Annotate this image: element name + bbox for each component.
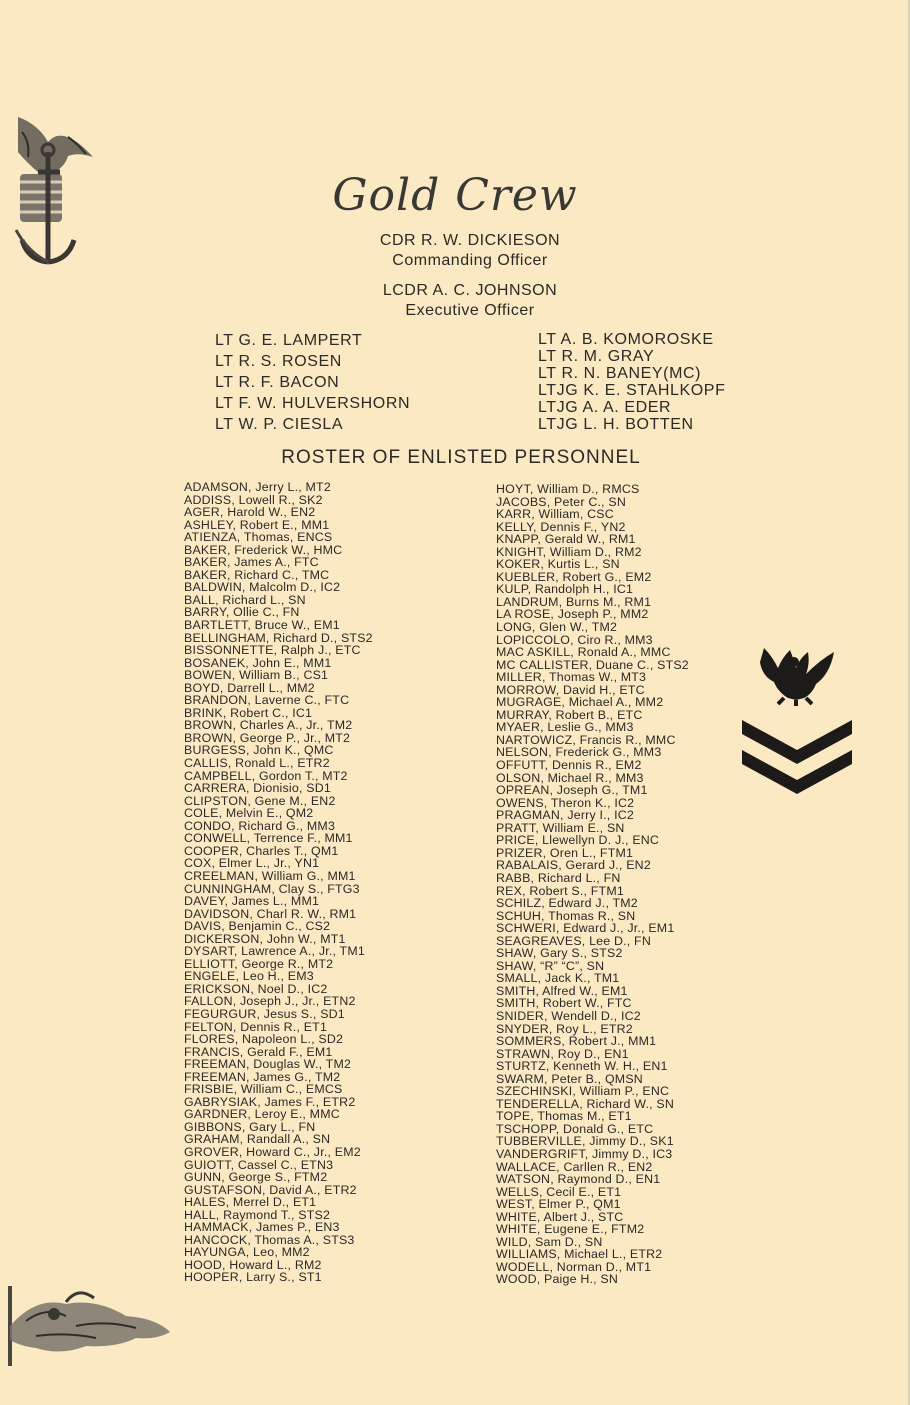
roster-entry: VANDERGRIFT, Jimmy D., IC3: [496, 1146, 673, 1161]
roster-entry: PRATT, William E., SN: [496, 820, 625, 835]
roster-entry: CREELMAN, William G., MM1: [184, 868, 356, 883]
officer-name: LT R. F. BACON: [215, 374, 340, 391]
roster-entry: PRICE, Llewellyn D. J., ENC: [496, 833, 660, 848]
roster-entry: CUNNINGHAM, Clay S., FTG3: [184, 881, 360, 896]
roster-entry: HOOPER, Larry S., ST1: [184, 1270, 322, 1285]
roster-entry: COLE, Melvin E., QM2: [184, 806, 314, 821]
roster-entry: DAVEY, James L., MM1: [184, 894, 320, 909]
roster-entry: BOWEN, William B., CS1: [184, 668, 329, 683]
roster-entry: WEST, Elmer P., QM1: [496, 1197, 621, 1212]
roster-entry: GUIOTT, Cassel C., ETN3: [184, 1157, 334, 1172]
roster-entry: FRISBIE, William C., EMCS: [184, 1082, 343, 1097]
officer-name: LTJG A. A. EDER: [538, 399, 672, 416]
roster-entry: BALDWIN, Malcolm D., IC2: [184, 580, 341, 595]
roster-entry: TUBBERVILLE, Jimmy D., SK1: [496, 1134, 674, 1149]
roster-entry: AGER, Harold W., EN2: [184, 505, 316, 520]
roster-left-column: [184, 481, 373, 1284]
roster-entry: SCHWERI, Edward J., Jr., EM1: [496, 921, 675, 936]
roster-entry: WODELL, Norman D., MT1: [496, 1259, 652, 1274]
roster-entry: KULP, Randolph H., IC1: [496, 582, 634, 597]
roster-entry: BARTLETT, Bruce W., EM1: [184, 618, 340, 633]
roster-entry: CLIPSTON, Gene M., EN2: [184, 793, 336, 808]
roster-entry: FALLON, Joseph J., Jr., ETN2: [184, 994, 356, 1009]
roster-entry: DICKERSON, John W., MT1: [184, 931, 346, 946]
roster-entry: ADAMSON, Jerry L., MT2: [184, 480, 331, 494]
officer-name: LT R. S. ROSEN: [215, 353, 342, 370]
roster-entry: TENDERELLA, Richard W., SN: [496, 1096, 675, 1111]
roster-entry: GARDNER, Leroy E., MMC: [184, 1107, 340, 1122]
roster-entry: BAKER, Richard C., TMC: [184, 567, 330, 582]
officer-name: LT W. P. CIESLA: [215, 416, 344, 433]
roster-entry: WILD, Sam D., SN: [496, 1234, 603, 1249]
roster-entry: ERICKSON, Noel D., IC2: [184, 981, 328, 996]
roster-entry: DAVIDSON, Charl R. W., RM1: [184, 906, 357, 921]
roster-entry: CAMPBELL, Gordon T., MT2: [184, 768, 348, 783]
roster-entry: FLORES, Napoleon L., SD2: [184, 1032, 344, 1047]
officer-name: LT R. M. GRAY: [538, 348, 655, 365]
officer-name: LT R. N. BANEY(MC): [538, 365, 702, 382]
roster-entry: MILLER, Thomas W., MT3: [496, 670, 647, 685]
roster-entry: SEAGREAVES, Lee D., FN: [496, 933, 651, 948]
roster-entry: HOYT, William D., RMCS: [496, 482, 640, 496]
roster-entry: DAVIS, Benjamin C., CS2: [184, 919, 331, 934]
roster-entry: SZECHINSKI, William P., ENC: [496, 1084, 670, 1099]
roster-entry: SMALL, Jack K., TM1: [496, 971, 620, 986]
roster-entry: WOOD, Paige H., SN: [496, 1272, 619, 1287]
officer-name: LTJG K. E. STAHLKOPF: [538, 382, 726, 399]
roster-entry: LA ROSE, Joseph P., MM2: [496, 607, 649, 622]
roster-entry: MUGRAGE, Michael A., MM2: [496, 695, 664, 710]
roster-entry: CONWELL, Terrence F., MM1: [184, 831, 353, 846]
roster-entry: BAKER, Frederick W., HMC: [184, 542, 343, 557]
roster-entry: FREEMAN, Douglas W., TM2: [184, 1057, 352, 1072]
roster-entry: GIBBONS, Gary L., FN: [184, 1119, 316, 1134]
roster-entry: HAMMACK, James P., EN3: [184, 1220, 340, 1235]
roster-entry: NARTOWICZ, Francis R., MMC: [496, 732, 676, 747]
executive-officer-name: LCDR A. C. JOHNSON: [382, 282, 558, 299]
roster-entry: BROWN, George P., Jr., MT2: [184, 730, 351, 745]
roster-entry: SWARM, Peter B., QMSN: [496, 1071, 643, 1086]
roster-entry: HAYUNGA, Leo, MM2: [184, 1245, 310, 1260]
officer-name: LT G. E. LAMPERT: [215, 332, 363, 349]
roster-entry: FREEMAN, James G., TM2: [184, 1069, 341, 1084]
roster-entry: OFFUTT, Dennis R., EM2: [496, 758, 642, 773]
roster-entry: SHAW, Gary S., STS2: [496, 946, 623, 961]
roster-entry: CALLIS, Ronald L., ETR2: [184, 756, 330, 771]
roster-entry: SCHUH, Thomas R., SN: [496, 908, 636, 923]
roster-entry: ADDISS, Lowell R., SK2: [184, 492, 323, 507]
submarine-dolphins-insignia-icon: [6, 1276, 176, 1376]
roster-entry: SCHILZ, Edward J., TM2: [496, 896, 638, 911]
officers-left-list: [215, 330, 410, 435]
executive-officer-block: [0, 281, 910, 321]
roster-entry: OPREAN, Joseph G., TM1: [496, 783, 648, 798]
commanding-officer-name: CDR R. W. DICKIESON: [379, 232, 561, 249]
roster-entry: MC CALLISTER, Duane C., STS2: [496, 657, 689, 672]
roster-entry: GRAHAM, Randall A., SN: [184, 1132, 331, 1147]
roster-entry: WALLACE, Carllen R., EN2: [496, 1159, 653, 1174]
officer-name: LT F. W. HULVERSHORN: [215, 395, 411, 412]
roster-entry: BALL, Richard L., SN: [184, 592, 306, 607]
roster-entry: SNYDER, Roy L., ETR2: [496, 1021, 633, 1036]
roster-entry: JACOBS, Peter C., SN: [496, 494, 627, 509]
roster-entry: GABRYSIAK, James F., ETR2: [184, 1094, 356, 1109]
roster-entry: KNIGHT, William D., RM2: [496, 544, 642, 559]
roster-entry: ATIENZA, Thomas, ENCS: [184, 530, 333, 545]
roster-entry: KOKER, Kurtis L., SN: [496, 557, 620, 572]
roster-entry: WHITE, Albert J., STC: [496, 1209, 624, 1224]
roster-entry: CONDO, Richard G., MM3: [184, 818, 336, 833]
roster-entry: GUSTAFSON, David A., ETR2: [184, 1182, 357, 1197]
roster-entry: BRINK, Robert C., IC1: [184, 705, 313, 720]
roster-entry: CARRERA, Dionisio, SD1: [184, 781, 331, 796]
roster-entry: WILLIAMS, Michael L., ETR2: [496, 1247, 663, 1262]
roster-entry: BURGESS, John K., QMC: [184, 743, 334, 758]
roster-entry: KELLY, Dennis F., YN2: [496, 519, 626, 534]
roster-entry: BAKER, James A., FTC: [184, 555, 319, 570]
roster-entry: BOSANEK, John E., MM1: [184, 655, 332, 670]
roster-entry: HALES, Merrel D., ET1: [184, 1195, 317, 1210]
roster-entry: PRIZER, Oren L., FTM1: [496, 845, 634, 860]
roster-entry: HOOD, Howard L., RM2: [184, 1257, 322, 1272]
roster-entry: ENGELE, Leo H., EM3: [184, 969, 314, 984]
roster-entry: BISSONNETTE, Ralph J., ETC: [184, 643, 361, 658]
roster-entry: GUNN, George S., FTM2: [184, 1170, 328, 1185]
roster-entry: COOPER, Charles T., QM1: [184, 843, 339, 858]
roster-entry: LANDRUM, Burns M., RM1: [496, 594, 652, 609]
commanding-officer-role: Commanding Officer: [392, 252, 548, 269]
roster-entry: BARRY, Ollie C., FN: [184, 605, 300, 620]
roster-entry: OWENS, Theron K., IC2: [496, 795, 635, 810]
roster-entry: MURRAY, Robert B., ETC: [496, 707, 643, 722]
roster-heading: ROSTER OF ENLISTED PERSONNEL: [281, 447, 641, 468]
roster-entry: MAC ASKILL, Ronald A., MMC: [496, 645, 671, 660]
roster-entry: MORROW, David H., ETC: [496, 682, 645, 697]
roster-entry: BROWN, Charles A., Jr., TM2: [184, 718, 353, 733]
roster-entry: SNIDER, Wendell D., IC2: [496, 1008, 641, 1023]
roster-entry: WHITE, Eugene E., FTM2: [496, 1222, 645, 1237]
roster-entry: FEGURGUR, Jesus S., SD1: [184, 1006, 345, 1021]
page-title: Gold Crew: [332, 170, 578, 221]
roster-entry: ELLIOTT, George R., MT2: [184, 956, 334, 971]
roster-entry: KNAPP, Gerald W., RM1: [496, 532, 636, 547]
roster-entry: TSCHOPP, Donald G., ETC: [496, 1121, 654, 1136]
roster-entry: COX, Elmer L., Jr., YN1: [184, 856, 320, 871]
roster-entry: KUEBLER, Robert G., EM2: [496, 569, 652, 584]
roster-entry: RABB, Richard L., FN: [496, 870, 621, 885]
commanding-officer-block: [0, 231, 910, 271]
officer-name: LT A. B. KOMOROSKE: [538, 331, 714, 348]
roster-entry: OLSON, Michael R., MM3: [496, 770, 644, 785]
roster-right-column: [496, 483, 689, 1286]
roster-entry: REX, Robert S., FTM1: [496, 883, 624, 898]
petty-officer-eagle-chevron-icon: [738, 638, 856, 796]
roster-entry: TOPE, Thomas M., ET1: [496, 1109, 632, 1124]
roster-entry: GROVER, Howard C., Jr., EM2: [184, 1144, 361, 1159]
roster-entry: STURTZ, Kenneth W. H., EN1: [496, 1059, 668, 1074]
roster-entry: WELLS, Cecil E., ET1: [496, 1184, 622, 1199]
roster-entry: PRAGMAN, Jerry I., IC2: [496, 808, 634, 823]
roster-entry: SMITH, Robert W., FTC: [496, 996, 632, 1011]
roster-entry: LOPICCOLO, Ciro R., MM3: [496, 632, 653, 647]
roster-entry: KARR, William, CSC: [496, 507, 614, 522]
roster-entry: BRANDON, Laverne C., FTC: [184, 693, 350, 708]
roster-entry: DYSART, Lawrence A., Jr., TM1: [184, 944, 365, 959]
roster-entry: STRAWN, Roy D., EN1: [496, 1046, 629, 1061]
officer-name: LTJG L. H. BOTTEN: [538, 416, 694, 433]
roster-entry: HALL, Raymond T., STS2: [184, 1207, 331, 1222]
roster-entry: SOMMERS, Robert J., MM1: [496, 1034, 657, 1049]
roster-entry: FRANCIS, Gerald F., EM1: [184, 1044, 333, 1059]
roster-entry: MYAER, Leslie G., MM3: [496, 720, 634, 735]
executive-officer-role: Executive Officer: [405, 302, 535, 319]
roster-entry: WATSON, Raymond D., EN1: [496, 1172, 661, 1187]
roster-entry: BELLINGHAM, Richard D., STS2: [184, 630, 373, 645]
roster-entry: NELSON, Frederick G., MM3: [496, 745, 662, 760]
roster-entry: LONG, Glen W., TM2: [496, 620, 618, 635]
roster-entry: ASHLEY, Robert E., MM1: [184, 517, 330, 532]
roster-entry: BOYD, Darrell L., MM2: [184, 680, 315, 695]
officers-right-list: [538, 331, 725, 433]
roster-entry: SMITH, Alfred W., EM1: [496, 983, 628, 998]
roster-entry: FELTON, Dennis R., ET1: [184, 1019, 328, 1034]
roster-entry: RABALAIS, Gerard J., EN2: [496, 858, 651, 873]
roster-entry: SHAW, “R” “C”, SN: [496, 958, 605, 973]
roster-entry: HANCOCK, Thomas A., STS3: [184, 1232, 355, 1247]
